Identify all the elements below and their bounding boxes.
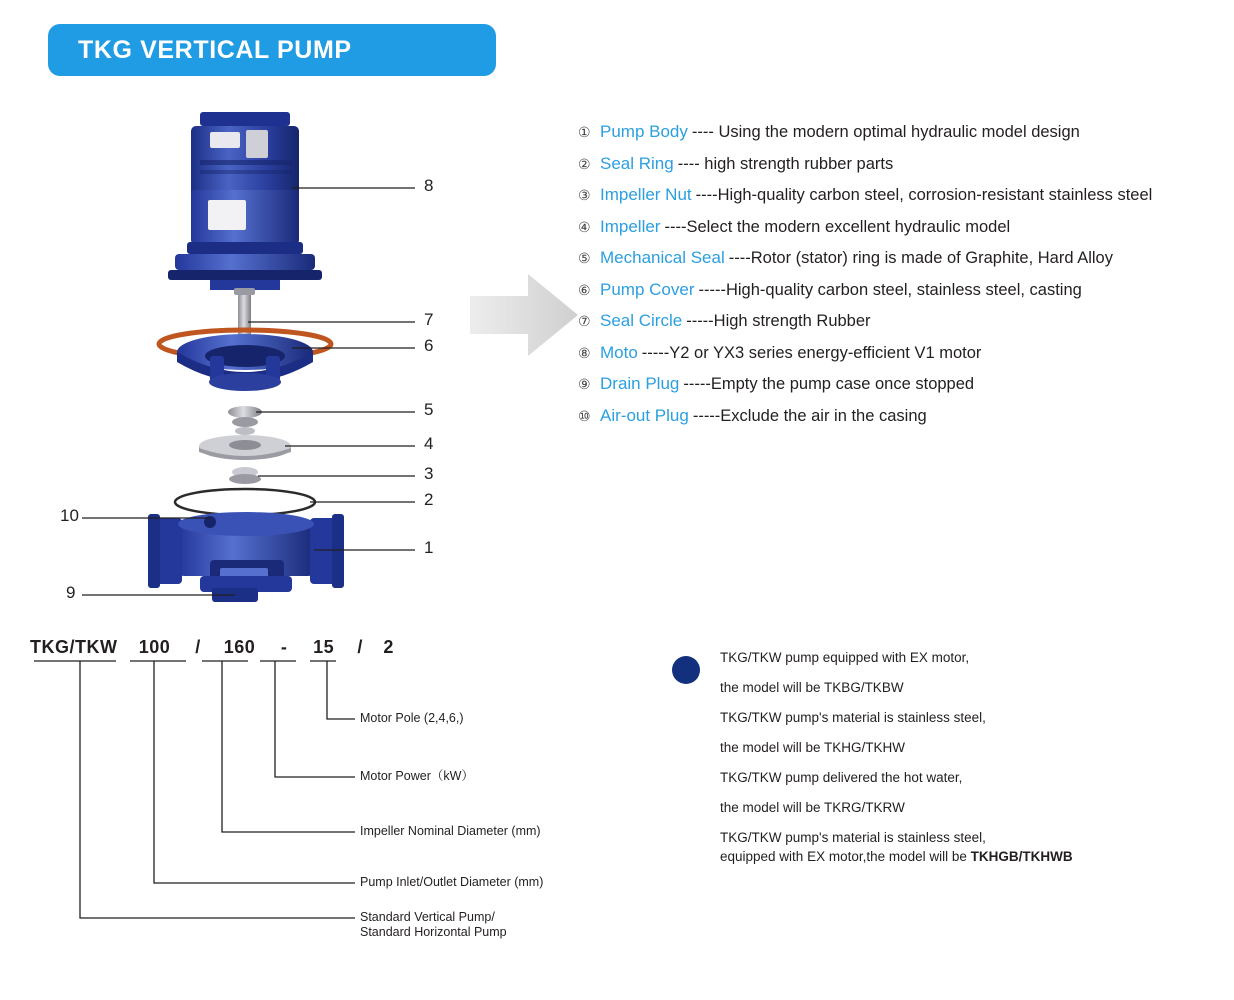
note-line-5: TKG/TKW pump delivered the hot water, <box>720 770 963 785</box>
model-seg-inlet: 100 <box>138 637 171 657</box>
parts-legend <box>578 122 1228 437</box>
model-seg-slash-1: / <box>195 637 201 657</box>
legend-desc-5: ----Rotor (stator) ring is made of Graphite, Hard Alloy <box>728 249 1113 267</box>
legend-item-pump-body <box>578 122 1228 142</box>
legend-desc-1: ---- Using the modern optimal hydraulic model design <box>691 123 1080 141</box>
pump-cover-part <box>159 330 331 391</box>
model-variants-notes <box>672 650 1212 879</box>
note-line-7: TKG/TKW pump's material is stainless steel, <box>720 830 986 845</box>
legend-name-10: Air-out Plug <box>600 405 689 425</box>
note-line-8-text: equipped with EX motor,the model will be <box>720 849 971 864</box>
legend-item-moto <box>578 343 1228 363</box>
legend-item-mechanical-seal <box>578 248 1228 268</box>
motor-part <box>168 112 322 290</box>
seal-ring-part <box>175 489 315 515</box>
legend-desc-8: -----Y2 or YX3 series energy-efficient V1 motor <box>641 343 982 362</box>
model-seg-impeller: 160 <box>223 637 256 657</box>
legend-item-impeller-nut <box>578 185 1228 205</box>
callout-number-6: 6 <box>424 336 434 355</box>
legend-item-seal-circle <box>578 311 1228 331</box>
legend-name-6: Pump Cover <box>600 279 695 299</box>
legend-index-4: ④ <box>578 218 591 235</box>
flow-arrow <box>470 270 580 360</box>
pump-body-part <box>148 512 344 602</box>
legend-name-8: Moto <box>600 342 638 362</box>
callout-number-9: 9 <box>66 583 76 602</box>
legend-index-3: ③ <box>578 187 591 203</box>
callout-number-1: 1 <box>424 538 434 557</box>
legend-item-drain-plug <box>578 374 1228 394</box>
model-label-motor-power: Motor Power（kW） <box>360 769 474 783</box>
mechanical-seal-part <box>229 467 261 484</box>
legend-desc-6: -----High-quality carbon steel, stainless steel, casting <box>698 280 1082 299</box>
legend-name-7: Seal Circle <box>600 311 683 330</box>
legend-item-pump-cover <box>578 280 1228 300</box>
model-label-standard-vertical: Standard Vertical Pump/ <box>360 910 495 924</box>
model-label-inlet-outlet: Pump Inlet/Outlet Diameter (mm) <box>360 875 544 889</box>
legend-desc-9: -----Empty the pump case once stopped <box>683 375 975 393</box>
pump-illustration <box>60 90 480 610</box>
legend-index-9: ⑨ <box>578 376 591 392</box>
legend-name-4: Impeller <box>600 216 661 236</box>
legend-index-6: ⑥ <box>578 281 591 298</box>
legend-desc-4: ----Select the modern excellent hydraulic model <box>664 217 1011 236</box>
callout-number-3: 3 <box>424 464 434 483</box>
callout-number-4: 4 <box>424 434 434 453</box>
legend-desc-2: ---- high strength rubber parts <box>677 154 894 173</box>
legend-index-7: ⑦ <box>578 313 591 329</box>
legend-name-9: Drain Plug <box>600 374 680 393</box>
legend-name-5: Mechanical Seal <box>600 248 725 267</box>
legend-index-1: ① <box>578 124 591 140</box>
legend-name-3: Impeller Nut <box>600 185 692 204</box>
legend-index-8: ⑧ <box>578 344 591 361</box>
legend-item-air-out-plug <box>578 406 1228 426</box>
legend-desc-10: -----Exclude the air in the casing <box>692 406 927 425</box>
note-line-6: the model will be TKRG/TKRW <box>720 800 905 815</box>
callout-number-7: 7 <box>424 310 434 329</box>
note-line-2: the model will be TKBG/TKBW <box>720 680 904 695</box>
legend-name-1: Pump Body <box>600 122 688 141</box>
model-seg-dash: - <box>280 637 288 657</box>
legend-index-10: ⑩ <box>578 407 591 424</box>
legend-index-5: ⑤ <box>578 250 591 266</box>
legend-name-2: Seal Ring <box>600 153 674 173</box>
legend-item-impeller <box>578 217 1228 237</box>
exploded-pump-diagram <box>60 90 480 610</box>
legend-desc-7: -----High strength Rubber <box>686 312 871 330</box>
page-title-banner <box>48 24 496 76</box>
model-seg-pole: 2 <box>383 637 394 657</box>
model-label-motor-pole: Motor Pole (2,4,6,) <box>360 711 464 725</box>
legend-index-2: ② <box>578 155 591 172</box>
callout-number-2: 2 <box>424 490 434 509</box>
note-line-3: TKG/TKW pump's material is stainless steel, <box>720 710 986 725</box>
note-line-4: the model will be TKHG/TKHW <box>720 740 906 755</box>
note-line-8-bold: TKHGB/TKHWB <box>970 849 1073 864</box>
note-line-1: TKG/TKW pump equipped with EX motor, <box>720 650 970 665</box>
note-line-8 <box>720 849 1212 864</box>
model-leader-lines <box>20 625 620 970</box>
model-seg-series: TKG/TKW <box>30 637 118 657</box>
callout-number-10: 10 <box>60 506 79 525</box>
page-title: TKG VERTICAL PUMP <box>78 35 352 64</box>
callout-number-5: 5 <box>424 400 434 419</box>
impeller-part <box>199 435 291 460</box>
impeller-nut-part <box>228 406 262 435</box>
legend-desc-3: ----High-quality carbon steel, corrosion-resistant stainless steel <box>695 186 1153 204</box>
legend-item-seal-ring <box>578 154 1228 174</box>
model-label-standard-horizontal: Standard Horizontal Pump <box>360 925 507 939</box>
bullet-dot-icon <box>672 656 700 684</box>
model-code-breakdown <box>20 625 620 970</box>
model-label-impeller-dia: Impeller Nominal Diameter (mm) <box>360 824 541 838</box>
callout-number-8: 8 <box>424 176 434 195</box>
model-seg-slash-2: / <box>357 637 363 657</box>
model-seg-power: 15 <box>313 637 335 657</box>
